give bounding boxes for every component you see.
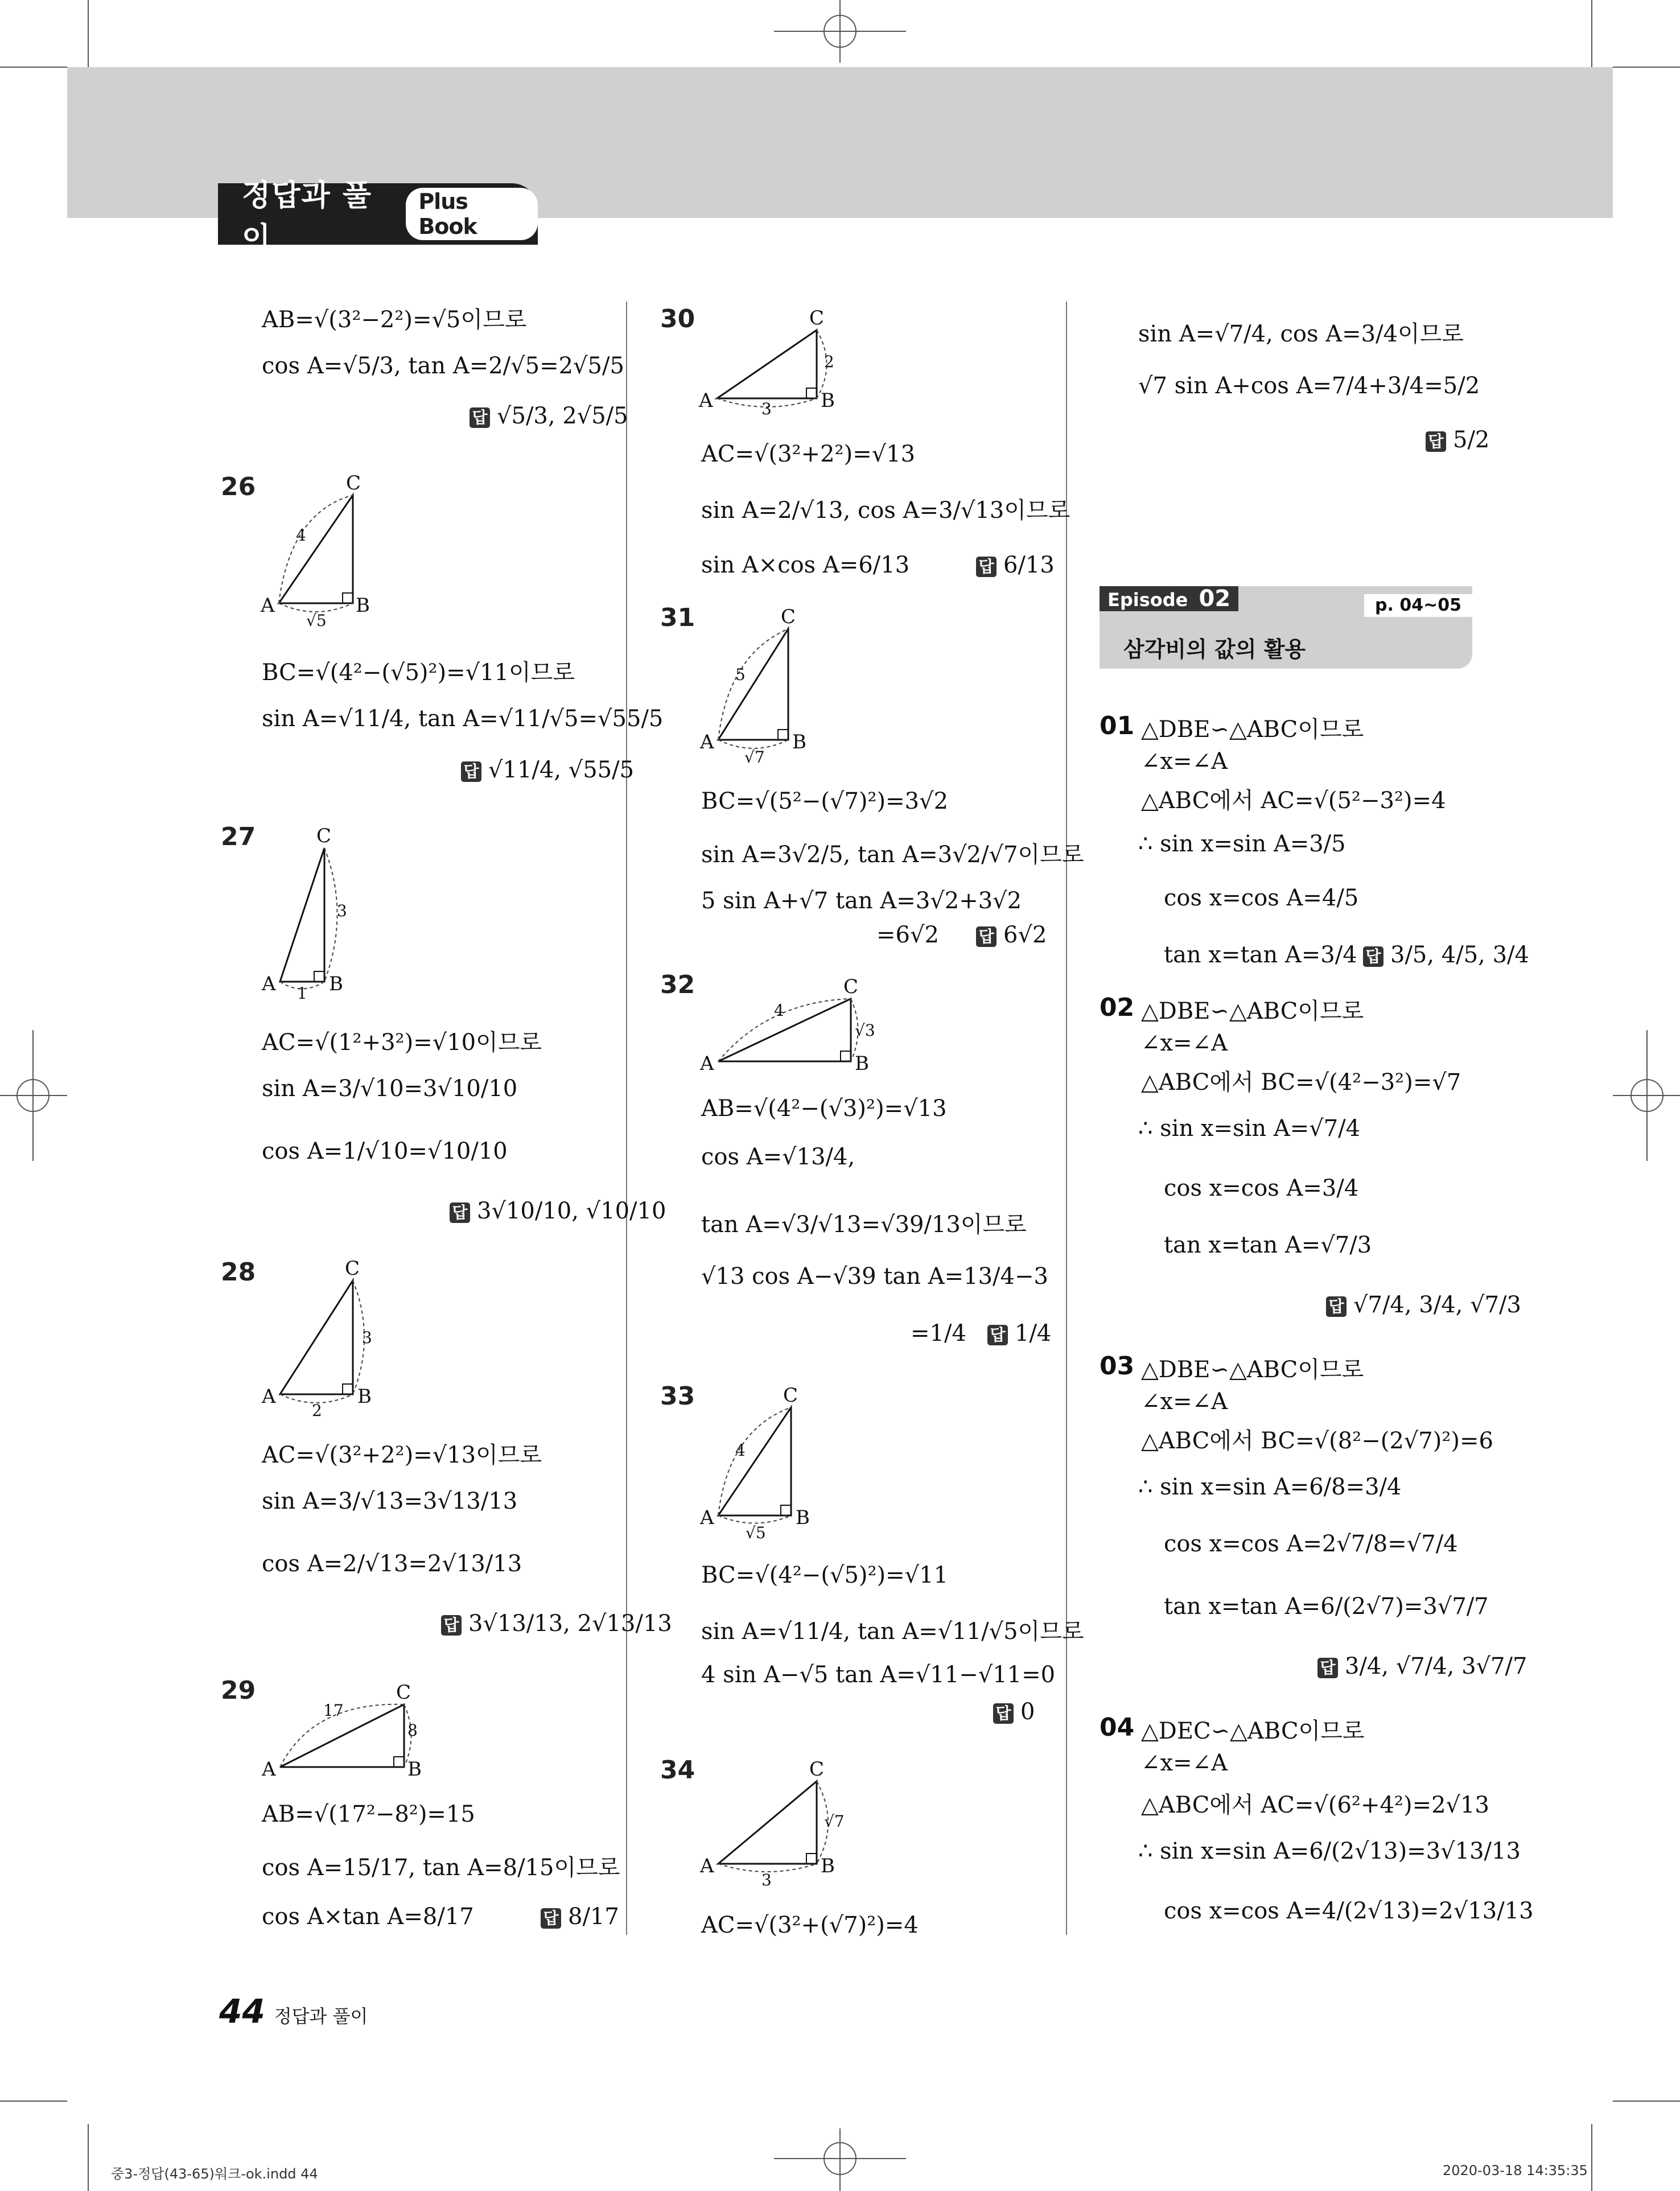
q29-triangle	[256, 1676, 438, 1790]
answer-mark: 답	[450, 1202, 470, 1223]
answer-mark: 답	[987, 1325, 1008, 1345]
c1-line2: cos A=√5/3, tan A=2/√5=2√5/5	[262, 353, 624, 379]
s04-line5: cos x=cos A=4/(2√13)=2√13/13	[1164, 1898, 1534, 1924]
q32-number: 32	[660, 970, 695, 999]
q30-number: 30	[660, 304, 695, 333]
svg-text:C: C	[346, 472, 361, 495]
q29-line3: cos A×tan A=8/17	[262, 1904, 474, 1930]
episode-label	[1100, 586, 1238, 611]
s01-answer	[1363, 942, 1529, 968]
svg-text:3: 3	[337, 901, 347, 920]
s03-line1: △DBE∽△ABC이므로	[1141, 1357, 1364, 1383]
plus-book-badge: Plus Book	[406, 188, 538, 240]
q29-line2: cos A=15/17, tan A=8/15이므로	[262, 1855, 620, 1881]
svg-text:2: 2	[824, 352, 834, 371]
q27-line3: cos A=1/√10=√10/10	[262, 1138, 508, 1164]
q31-line2: sin A=3√2/5, tan A=3√2/√7이므로	[701, 842, 1084, 868]
svg-text:C: C	[809, 1758, 825, 1781]
svg-text:C: C	[345, 1258, 360, 1280]
q31-number: 31	[660, 603, 695, 632]
q26-triangle	[256, 472, 398, 637]
answer-value: 8/17	[568, 1904, 619, 1930]
svg-text:1: 1	[297, 984, 307, 1002]
answer-value: 6√2	[1003, 922, 1047, 948]
answer-mark: 답	[470, 407, 490, 428]
q32-triangle	[694, 970, 882, 1078]
svg-text:3: 3	[362, 1328, 372, 1347]
answer-mark: 답	[1426, 431, 1446, 452]
q33-number: 33	[660, 1382, 695, 1411]
svg-text:A: A	[700, 1855, 714, 1877]
answer-value: 1/4	[1015, 1320, 1052, 1346]
slug-file: 중3-정답(43-65)워크-ok.indd 44	[111, 2166, 318, 2182]
q31-answer	[976, 922, 1047, 948]
s03-line6: tan x=tan A=6/(2√7)=3√7/7	[1164, 1593, 1489, 1620]
s04-line1: △DEC∽△ABC이므로	[1141, 1718, 1365, 1744]
q31-triangle	[694, 603, 842, 768]
c3-line1: sin A=√7/4, cos A=3/4이므로	[1138, 321, 1464, 347]
q32-line4: √13 cos A−√39 tan A=13/4−3	[701, 1263, 1048, 1290]
episode-number: 02	[1199, 586, 1231, 612]
answer-mark: 답	[441, 1615, 462, 1636]
s03-line5: cos x=cos A=2√7/8=√7/4	[1164, 1531, 1458, 1557]
s04-line3: △ABC에서 AC=√(6²+4²)=2√13	[1141, 1792, 1489, 1818]
s02-answer	[1326, 1292, 1521, 1318]
answer-value: 3√13/13, 2√13/13	[468, 1611, 672, 1637]
svg-text:3: 3	[761, 1871, 772, 1889]
q32-line2: cos A=√13/4,	[701, 1144, 855, 1170]
svg-text:17: 17	[323, 1701, 344, 1720]
svg-text:B: B	[407, 1758, 422, 1781]
q28-line2: sin A=3/√13=3√13/13	[262, 1488, 518, 1514]
q32-line5: =1/4	[911, 1320, 966, 1346]
svg-text:B: B	[329, 973, 343, 995]
s02-number: 02	[1100, 993, 1135, 1022]
q33-line3: 4 sin A−√5 tan A=√11−√11=0	[701, 1662, 1056, 1688]
episode-word: Episode	[1107, 589, 1188, 611]
c1-answer	[470, 403, 628, 429]
q32-line3: tan A=√3/√13=√39/13이므로	[701, 1212, 1027, 1238]
q28-number: 28	[221, 1258, 256, 1287]
answer-mark: 답	[976, 557, 997, 577]
answer-value: 5/2	[1453, 427, 1490, 453]
svg-text:B: B	[792, 731, 806, 753]
answer-value: 3√10/10, √10/10	[477, 1198, 666, 1224]
s02-line1: △DBE∽△ABC이므로	[1141, 998, 1364, 1024]
q27-triangle	[256, 825, 381, 1002]
svg-text:√5: √5	[306, 611, 327, 630]
s03-line3: △ABC에서 BC=√(8²−(2√7)²)=6	[1141, 1428, 1493, 1454]
q27-line1: AC=√(1²+3²)=√10이므로	[262, 1029, 542, 1056]
answer-value: 3/4, √7/4, 3√7/7	[1345, 1653, 1527, 1679]
q28-triangle	[256, 1258, 393, 1423]
q33-answer	[993, 1699, 1035, 1725]
q30-line3: sin A×cos A=6/13	[701, 552, 910, 578]
s02-line3: △ABC에서 BC=√(4²−3²)=√7	[1141, 1069, 1461, 1096]
s01-number: 01	[1100, 711, 1135, 740]
q27-number: 27	[221, 822, 256, 851]
answer-value: √11/4, √55/5	[488, 757, 635, 783]
svg-text:B: B	[357, 1385, 372, 1408]
q30-line1: AC=√(3²+2²)=√13	[701, 441, 916, 467]
svg-text:2: 2	[312, 1401, 322, 1420]
q29-number: 29	[221, 1676, 256, 1705]
q26-line2: sin A=√11/4, tan A=√11/√5=√55/5	[262, 706, 664, 732]
svg-text:B: B	[796, 1506, 810, 1529]
s01-line1: △DBE∽△ABC이므로	[1141, 716, 1364, 743]
s04-number: 04	[1100, 1713, 1135, 1742]
q26-line1: BC=√(4²−(√5)²)=√11이므로	[262, 660, 575, 686]
svg-text:C: C	[843, 975, 859, 998]
episode-title: 삼각비의 값의 활용	[1123, 637, 1306, 662]
episode-header	[1100, 586, 1472, 669]
s03-line2: ∠x=∠A	[1141, 1389, 1228, 1415]
svg-text:5: 5	[735, 665, 746, 684]
svg-text:A: A	[699, 389, 713, 412]
svg-text:C: C	[781, 606, 796, 628]
answer-value: 3/5, 4/5, 3/4	[1390, 942, 1529, 968]
answer-value: 6/13	[1003, 552, 1055, 578]
q31-line4: =6√2	[876, 922, 939, 948]
column-divider-2	[1066, 302, 1067, 1935]
q27-answer	[450, 1198, 666, 1224]
q31-line1: BC=√(5²−(√7)²)=3√2	[701, 788, 949, 814]
header-tab	[218, 179, 538, 256]
episode-pages: p. 04~05	[1364, 594, 1472, 617]
answer-mark: 답	[541, 1908, 561, 1929]
c1-line1: AB=√(3²−2²)=√5이므로	[262, 307, 527, 333]
q33-triangle	[694, 1382, 842, 1547]
svg-text:B: B	[356, 594, 370, 617]
s03-line4: ∴ sin x=sin A=6/8=3/4	[1138, 1474, 1402, 1500]
svg-text:B: B	[821, 1855, 835, 1877]
s03-number: 03	[1100, 1352, 1135, 1381]
q26-number: 26	[221, 472, 256, 501]
q29-answer	[541, 1904, 619, 1930]
s01-line6: tan x=tan A=3/4	[1164, 942, 1357, 968]
q30-line2: sin A=2/√13, cos A=3/√13이므로	[701, 497, 1070, 524]
q28-answer	[441, 1611, 672, 1637]
page-number: 44	[219, 1992, 265, 2031]
svg-text:C: C	[316, 825, 332, 847]
c3-line2: √7 sin A+cos A=7/4+3/4=5/2	[1138, 373, 1480, 399]
q31-line3: 5 sin A+√7 tan A=3√2+3√2	[701, 888, 1022, 914]
s04-line2: ∠x=∠A	[1141, 1750, 1228, 1776]
q30-triangle	[694, 304, 865, 418]
answer-mark: 답	[1326, 1296, 1347, 1317]
s01-line5: cos x=cos A=4/5	[1164, 885, 1359, 911]
q34-triangle	[694, 1756, 865, 1892]
answer-value: 0	[1020, 1699, 1035, 1725]
c3-answer	[1426, 427, 1489, 453]
q32-answer	[987, 1320, 1051, 1346]
s02-line4: ∴ sin x=sin A=√7/4	[1138, 1115, 1361, 1142]
svg-text:3: 3	[761, 400, 772, 418]
column-divider-1	[626, 302, 627, 1935]
q33-line1: BC=√(4²−(√5)²)=√11	[701, 1562, 949, 1588]
page-footer	[219, 1992, 368, 2031]
svg-text:C: C	[809, 307, 825, 330]
svg-text:√3: √3	[855, 1021, 875, 1040]
svg-text:B: B	[821, 389, 835, 412]
s01-line2: ∠x=∠A	[1141, 748, 1228, 775]
svg-text:A: A	[261, 594, 275, 617]
svg-text:C: C	[783, 1384, 798, 1407]
s02-line6: tan x=tan A=√7/3	[1164, 1232, 1372, 1258]
q34-number: 34	[660, 1756, 695, 1785]
svg-text:A: A	[262, 973, 276, 995]
svg-text:4: 4	[774, 1001, 784, 1020]
footer-label: 정답과 풀이	[274, 2005, 368, 2027]
svg-text:C: C	[396, 1681, 411, 1704]
q28-line3: cos A=2/√13=2√13/13	[262, 1551, 522, 1577]
svg-text:B: B	[855, 1052, 869, 1075]
answer-mark: 답	[993, 1703, 1014, 1724]
answer-mark: 답	[1317, 1658, 1338, 1678]
svg-text:A: A	[700, 1506, 714, 1529]
svg-text:8: 8	[407, 1721, 418, 1740]
answer-mark: 답	[461, 761, 481, 782]
svg-text:A: A	[262, 1385, 276, 1408]
q27-line2: sin A=3/√10=3√10/10	[262, 1076, 518, 1102]
svg-text:√7: √7	[744, 748, 765, 767]
answer-mark: 답	[1363, 946, 1383, 967]
s01-line4: ∴ sin x=sin A=3/5	[1138, 831, 1346, 857]
s02-line2: ∠x=∠A	[1141, 1030, 1228, 1056]
q32-line1: AB=√(4²−(√3)²)=√13	[701, 1096, 947, 1122]
svg-text:A: A	[262, 1758, 276, 1781]
answer-value: √5/3, 2√5/5	[497, 403, 628, 429]
slug-date: 2020-03-18 14:35:35	[1443, 2163, 1588, 2178]
svg-text:4: 4	[735, 1441, 746, 1460]
svg-text:√5: √5	[746, 1523, 766, 1542]
answer-mark: 답	[976, 926, 997, 947]
q26-answer	[461, 757, 634, 783]
q29-line1: AB=√(17²−8²)=15	[262, 1801, 475, 1827]
q30-answer	[976, 552, 1055, 578]
q33-line2: sin A=√11/4, tan A=√11/√5이므로	[701, 1618, 1084, 1645]
s03-answer	[1317, 1653, 1527, 1679]
s02-line5: cos x=cos A=3/4	[1164, 1175, 1359, 1201]
q34-line1: AC=√(3²+(√7)²)=4	[701, 1912, 919, 1938]
s04-line4: ∴ sin x=sin A=6/(2√13)=3√13/13	[1138, 1838, 1521, 1864]
svg-text:√7: √7	[824, 1812, 845, 1831]
header-title: 정답과 풀이	[242, 179, 373, 256]
svg-text:4: 4	[296, 526, 306, 545]
q28-line1: AC=√(3²+2²)=√13이므로	[262, 1442, 542, 1468]
s01-line3: △ABC에서 AC=√(5²−3²)=4	[1141, 788, 1446, 814]
svg-text:A: A	[700, 731, 714, 753]
svg-text:A: A	[700, 1052, 714, 1075]
answer-value: √7/4, 3/4, √7/3	[1353, 1292, 1521, 1318]
